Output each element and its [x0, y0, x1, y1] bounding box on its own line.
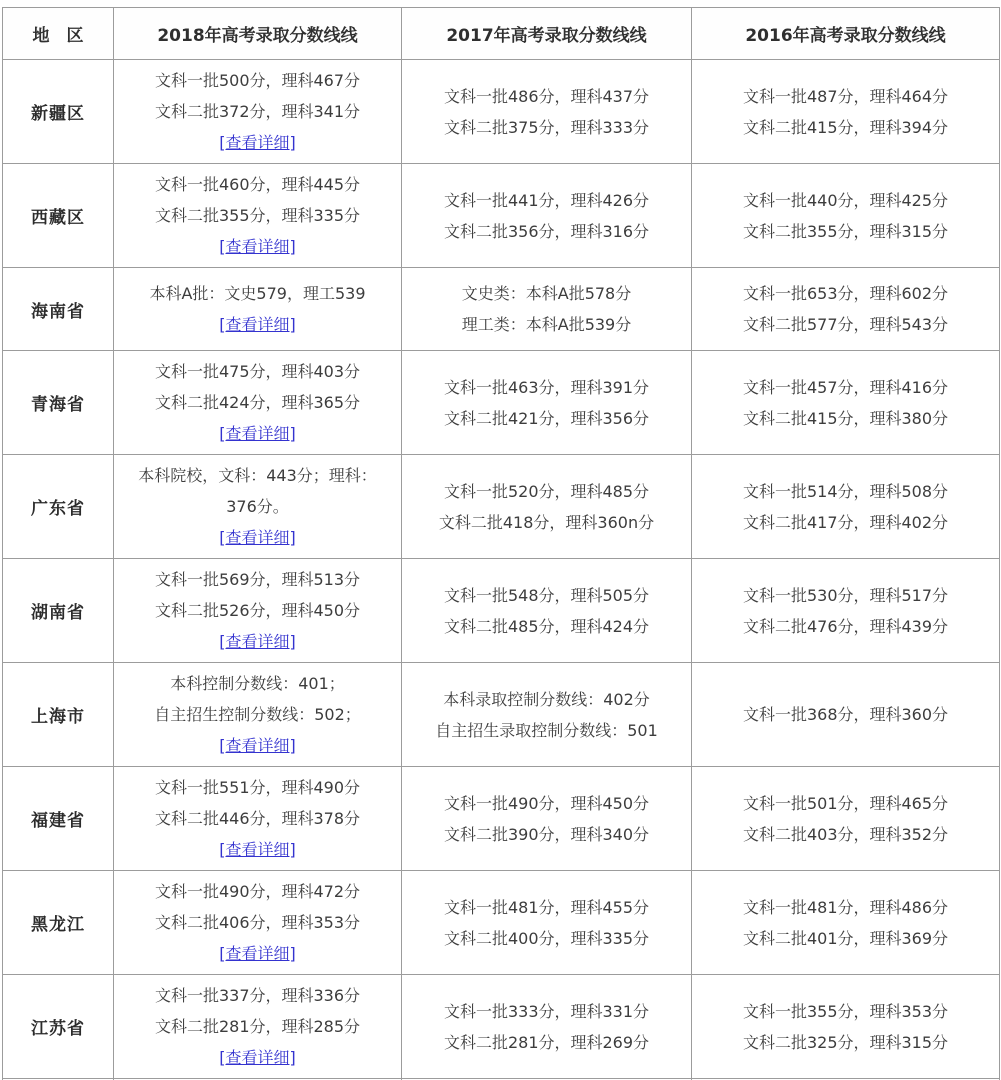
view-detail-line — [116, 834, 399, 865]
view-detail-link[interactable]: [查看详细] — [219, 315, 296, 334]
table-body — [3, 60, 1000, 1080]
score-line: 文科一批487分，理科464分 — [742, 86, 949, 106]
score-cell-2017 — [402, 60, 692, 164]
region-label: 海南省 — [3, 268, 114, 351]
score-cell-2017 — [402, 164, 692, 268]
score-line: 文科二批526分，理科450分 — [154, 601, 361, 620]
score-cell-2017 — [402, 351, 692, 455]
col-header-2017: 2017年高考录取分数线线 — [402, 8, 692, 60]
score-line: 文科一批653分，理科602分 — [742, 284, 949, 303]
score-line: 本科录取控制分数线：402分 — [443, 689, 650, 709]
table-row — [3, 767, 1000, 871]
score-cell-2017 — [402, 767, 692, 871]
score-line: 文科一批486分，理科437分 — [443, 86, 650, 106]
score-line: 文科一批355分，理科353分 — [742, 1001, 949, 1021]
score-cell-2018 — [114, 559, 402, 663]
table-row — [3, 60, 1000, 164]
score-cell-2017 — [402, 559, 692, 663]
score-line: 文科二批356分，理科316分 — [443, 221, 650, 241]
score-line: 文科二批403分，理科352分 — [742, 824, 949, 844]
table-header — [3, 8, 1000, 60]
score-line: 文科二批281分，理科285分 — [154, 1017, 361, 1036]
score-line: 文科二批476分，理科439分 — [742, 616, 949, 636]
score-cell-2016 — [692, 871, 1000, 975]
score-line: 文科二批446分，理科378分 — [154, 809, 361, 828]
score-line: 文科二批325分，理科315分 — [742, 1032, 949, 1052]
score-cell-2016 — [692, 164, 1000, 268]
header-row — [3, 8, 1000, 60]
score-line: 文科二批424分，理科365分 — [154, 393, 361, 412]
score-line: 文科一批501分，理科465分 — [742, 793, 949, 813]
score-line: 文科二批390分，理科340分 — [443, 824, 650, 844]
region-label: 福建省 — [3, 767, 114, 871]
region-label: 江苏省 — [3, 975, 114, 1079]
table-row — [3, 455, 1000, 559]
score-cell-2018 — [114, 767, 402, 871]
score-line: 文科二批417分，理科402分 — [742, 512, 949, 532]
score-cell-2016 — [692, 268, 1000, 351]
view-detail-line — [116, 231, 399, 262]
col-header-2018: 2018年高考录取分数线线 — [114, 8, 402, 60]
region-label: 广东省 — [3, 455, 114, 559]
score-cell-2018 — [114, 455, 402, 559]
score-line: 文科二批281分，理科269分 — [443, 1032, 650, 1052]
score-cell-2018 — [114, 268, 402, 351]
view-detail-line — [116, 626, 399, 657]
view-detail-line — [116, 418, 399, 449]
view-detail-link[interactable]: [查看详细] — [219, 237, 296, 256]
score-line: 文科二批418分，理科360n分 — [438, 512, 655, 532]
view-detail-line — [116, 309, 399, 340]
score-line: 本科院校，文科：443分；理科： — [138, 466, 377, 485]
score-line: 自主招生控制分数线：502； — [154, 705, 361, 724]
view-detail-line — [116, 127, 399, 158]
score-cell-2017 — [402, 975, 692, 1079]
score-line: 本科控制分数线：401； — [170, 674, 345, 693]
view-detail-link[interactable]: [查看详细] — [219, 632, 296, 651]
table-row — [3, 268, 1000, 351]
score-line: 文科二批485分，理科424分 — [443, 616, 650, 636]
region-label: 新疆区 — [3, 60, 114, 164]
score-line: 自主招生录取控制分数线：501 — [435, 720, 658, 740]
col-header-2016: 2016年高考录取分数线线 — [692, 8, 1000, 60]
score-line: 理工类：本科A批539分 — [461, 315, 632, 334]
score-line: 文科一批490分，理科472分 — [154, 882, 361, 901]
score-line: 文科二批355分，理科335分 — [154, 206, 361, 225]
table-row — [3, 663, 1000, 767]
view-detail-link[interactable]: [查看详细] — [219, 528, 296, 547]
score-line: 文科二批372分，理科341分 — [154, 102, 361, 121]
score-line: 文科一批514分，理科508分 — [742, 481, 949, 501]
score-line: 文科一批460分，理科445分 — [154, 175, 361, 194]
view-detail-link[interactable]: [查看详细] — [219, 840, 296, 859]
score-line: 376分。 — [226, 497, 289, 516]
score-cell-2018 — [114, 975, 402, 1079]
admission-score-table — [2, 7, 1000, 1080]
view-detail-link[interactable]: [查看详细] — [219, 736, 296, 755]
region-label: 西藏区 — [3, 164, 114, 268]
score-cell-2018 — [114, 351, 402, 455]
table-row — [3, 871, 1000, 975]
score-line: 文科二批406分，理科353分 — [154, 913, 361, 932]
view-detail-line — [116, 522, 399, 553]
score-line: 文科一批500分，理科467分 — [154, 71, 361, 90]
score-cell-2016 — [692, 351, 1000, 455]
score-cell-2016 — [692, 767, 1000, 871]
score-line: 文科一批530分，理科517分 — [742, 585, 949, 605]
score-cell-2018 — [114, 164, 402, 268]
score-line: 文科二批415分，理科394分 — [742, 117, 949, 137]
score-line: 文科一批457分，理科416分 — [742, 377, 949, 397]
score-line: 文科一批548分，理科505分 — [443, 585, 650, 605]
score-line: 文科一批569分，理科513分 — [154, 570, 361, 589]
table-row — [3, 164, 1000, 268]
table-row — [3, 351, 1000, 455]
score-line: 文科一批475分，理科403分 — [154, 362, 361, 381]
score-cell-2016 — [692, 559, 1000, 663]
score-line: 文科一批440分，理科425分 — [742, 190, 949, 210]
score-line: 文史类：本科A批578分 — [461, 284, 632, 303]
score-line: 文科二批577分，理科543分 — [742, 315, 949, 334]
table-row — [3, 975, 1000, 1079]
table-row — [3, 559, 1000, 663]
score-cell-2018 — [114, 871, 402, 975]
score-cell-2016 — [692, 455, 1000, 559]
view-detail-line — [116, 730, 399, 761]
score-line: 文科一批368分，理科360分 — [742, 705, 949, 724]
view-detail-link[interactable]: [查看详细] — [219, 944, 296, 963]
score-line: 文科二批421分，理科356分 — [443, 408, 650, 428]
region-label: 青海省 — [3, 351, 114, 455]
score-cell-2017 — [402, 268, 692, 351]
score-cell-2016 — [692, 975, 1000, 1079]
score-line: 本科A批：文史579，理工539 — [149, 284, 366, 303]
score-line: 文科一批481分，理科486分 — [742, 897, 949, 917]
score-cell-2018 — [114, 663, 402, 767]
score-cell-2018 — [114, 60, 402, 164]
score-cell-2017 — [402, 663, 692, 767]
score-line: 文科二批355分，理科315分 — [742, 221, 949, 241]
score-line: 文科一批463分，理科391分 — [443, 377, 650, 397]
score-line: 文科二批375分，理科333分 — [443, 117, 650, 137]
score-line: 文科二批401分，理科369分 — [742, 928, 949, 948]
view-detail-line — [116, 1042, 399, 1073]
score-line: 文科一批441分，理科426分 — [443, 190, 650, 210]
view-detail-link[interactable]: [查看详细] — [219, 424, 296, 443]
score-line: 文科一批337分，理科336分 — [154, 986, 361, 1005]
region-label: 上海市 — [3, 663, 114, 767]
score-line: 文科一批333分，理科331分 — [443, 1001, 650, 1021]
score-line: 文科一批481分，理科455分 — [443, 897, 650, 917]
view-detail-link[interactable]: [查看详细] — [219, 1048, 296, 1067]
score-line: 文科二批400分，理科335分 — [443, 928, 650, 948]
score-cell-2017 — [402, 455, 692, 559]
score-line: 文科一批551分，理科490分 — [154, 778, 361, 797]
score-cell-2016 — [692, 663, 1000, 767]
view-detail-link[interactable]: [查看详细] — [219, 133, 296, 152]
score-line: 文科二批415分，理科380分 — [742, 408, 949, 428]
score-cell-2016 — [692, 60, 1000, 164]
col-header-region: 地 区 — [3, 8, 114, 60]
region-label: 黑龙江 — [3, 871, 114, 975]
region-label: 湖南省 — [3, 559, 114, 663]
score-line: 文科一批490分，理科450分 — [443, 793, 650, 813]
score-line: 文科一批520分，理科485分 — [443, 481, 650, 501]
view-detail-line — [116, 938, 399, 969]
score-cell-2017 — [402, 871, 692, 975]
